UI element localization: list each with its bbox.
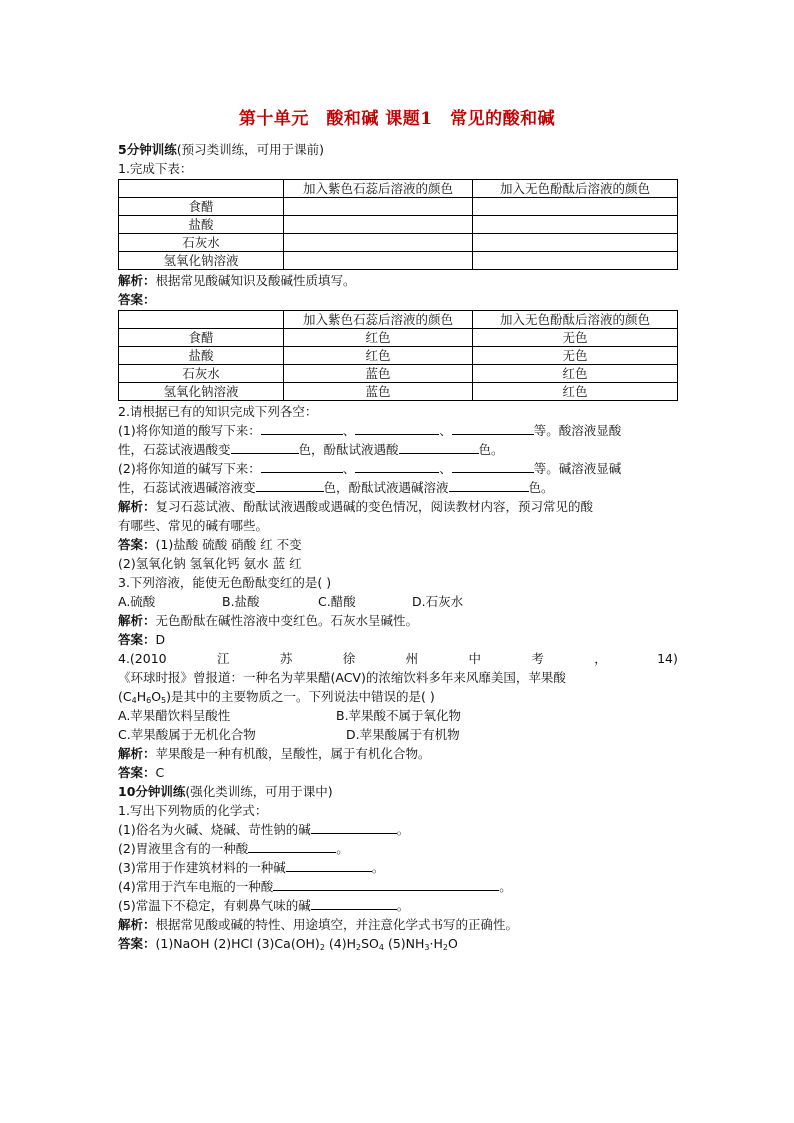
option-b[interactable]: B.盐酸 bbox=[222, 594, 260, 609]
answer-label: 答案： bbox=[118, 537, 156, 552]
table-cell bbox=[119, 180, 284, 198]
option-d[interactable]: D.苹果酸属于有机物 bbox=[346, 727, 460, 742]
option-a[interactable]: A.苹果醋饮料呈酸性 bbox=[118, 708, 231, 723]
s1-q1-answer-label bbox=[118, 290, 678, 309]
section2-heading bbox=[118, 782, 678, 801]
table-cell: 石灰水 bbox=[119, 365, 284, 383]
formula-subscript: 4 bbox=[378, 943, 384, 952]
formula-subscript: 2 bbox=[319, 943, 325, 952]
table-cell: 红色 bbox=[473, 365, 678, 383]
s1-q4-answer bbox=[118, 763, 678, 782]
table-header-row bbox=[119, 180, 678, 198]
fill-blank[interactable] bbox=[452, 421, 534, 435]
table-row bbox=[119, 234, 678, 252]
fill-blank[interactable] bbox=[355, 421, 439, 435]
fill-blank[interactable] bbox=[273, 877, 499, 891]
source-part: 考 bbox=[531, 651, 544, 666]
text-segment: 、 bbox=[342, 461, 356, 476]
s1-q1-blank-table bbox=[118, 179, 678, 270]
source-part: 苏 bbox=[279, 651, 293, 666]
s1-q3-answer bbox=[118, 630, 678, 649]
table-row bbox=[119, 216, 678, 234]
text-segment: 性，石蕊试液遇碱溶液变 bbox=[118, 480, 256, 495]
table-cell: 氢氧化钠溶液 bbox=[119, 252, 284, 270]
item-text: (3)常用于作建筑材料的一种碱 bbox=[118, 860, 286, 875]
s1-q1-answer-table bbox=[118, 310, 678, 401]
fill-blank[interactable] bbox=[231, 440, 299, 454]
answer-text: (1)盐酸 硫酸 硝酸 红 不变 bbox=[155, 537, 302, 552]
analysis-text: 苹果酸是一种有机酸，呈酸性，属于有机化合物。 bbox=[155, 746, 431, 761]
text-segment: 。 bbox=[396, 898, 410, 913]
answer-text: C bbox=[155, 765, 165, 780]
table-header-row bbox=[119, 311, 678, 329]
s2-q1-item5 bbox=[118, 896, 678, 915]
table-cell bbox=[473, 252, 678, 270]
answer-part: SO bbox=[361, 936, 379, 951]
section1-heading-rest: (预习类训练，可用于课前) bbox=[176, 142, 324, 157]
table-cell bbox=[473, 216, 678, 234]
text-segment: 。 bbox=[499, 879, 512, 894]
answer-text: D bbox=[155, 632, 166, 647]
analysis-text: 复习石蕊试液、酚酞试液遇酸或遇碱的变色情况，阅读教材内容，预习常见的酸 bbox=[155, 499, 594, 514]
option-a[interactable]: A.硫酸 bbox=[118, 594, 156, 609]
table-cell: 加入紫色石蕊后溶液的颜色 bbox=[284, 311, 473, 329]
fill-blank[interactable] bbox=[286, 858, 372, 872]
item-text: (4)常用于汽车电瓶的一种酸 bbox=[118, 879, 274, 894]
answer-label: 答案： bbox=[118, 765, 156, 780]
s1-q1-stem: 1.完成下表： bbox=[118, 161, 193, 176]
analysis-text: 根据常见酸碱知识及酸碱性质填写。 bbox=[155, 273, 356, 288]
s2-q1-item3 bbox=[118, 858, 678, 877]
text-segment: 色，酚酞试液遇碱溶液 bbox=[323, 480, 449, 495]
source-part: 14) bbox=[657, 651, 678, 666]
text-segment: 、 bbox=[342, 423, 356, 438]
table-cell bbox=[473, 198, 678, 216]
text-segment: 等。碱溶液显碱 bbox=[533, 461, 622, 476]
formula-subscript: 5 bbox=[161, 696, 167, 705]
table-row bbox=[119, 252, 678, 270]
fill-blank[interactable] bbox=[256, 478, 324, 492]
table-cell: 石灰水 bbox=[119, 234, 284, 252]
s1-q2-part1-line1 bbox=[118, 421, 678, 440]
s1-q4-analysis bbox=[118, 744, 678, 763]
formula-subscript: 6 bbox=[146, 696, 152, 705]
table-cell: 红色 bbox=[284, 347, 473, 365]
table-cell bbox=[473, 234, 678, 252]
option-c[interactable]: C.醋酸 bbox=[318, 594, 356, 609]
item-text: (2)胃液里含有的一种酸 bbox=[118, 841, 249, 856]
s1-q4-line2: 《环球时报》曾报道：一种名为苹果醋(ACV)的浓缩饮料多年来风靡美国，苹果酸 bbox=[118, 670, 566, 685]
table-row bbox=[119, 329, 678, 347]
text-segment: 、 bbox=[439, 423, 452, 438]
page-title: 第十单元 酸和碱 课题1 常见的酸和碱 bbox=[238, 109, 556, 129]
analysis-label: 解析： bbox=[118, 613, 156, 628]
text-segment: 等。酸溶液显酸 bbox=[533, 423, 622, 438]
table-row bbox=[119, 347, 678, 365]
text-segment: 性，石蕊试液遇酸变 bbox=[118, 442, 231, 457]
table-cell bbox=[284, 198, 473, 216]
s1-q2-answer-cont: (2)氢氧化钠 氢氧化钙 氨水 蓝 红 bbox=[118, 556, 302, 571]
s1-q3-options bbox=[118, 592, 678, 611]
fill-blank[interactable] bbox=[261, 421, 343, 435]
answer-label: 答案： bbox=[118, 292, 156, 307]
fill-blank[interactable] bbox=[248, 839, 336, 853]
s1-q2-part1-line2 bbox=[118, 440, 678, 459]
formula-subscript: 4 bbox=[131, 696, 137, 705]
source-part: 徐 bbox=[342, 651, 356, 666]
section2-heading-bold: 10分钟训练 bbox=[118, 784, 186, 799]
table-cell: 无色 bbox=[473, 329, 678, 347]
option-b[interactable]: B.苹果酸不属于氧化物 bbox=[336, 708, 462, 723]
table-cell: 加入无色酚酞后溶液的颜色 bbox=[473, 311, 678, 329]
s1-q4-line3 bbox=[118, 687, 678, 706]
analysis-text: 根据常见酸或碱的特性、用途填空，并注意化学式书写的正确性。 bbox=[155, 917, 519, 932]
analysis-label: 解析： bbox=[118, 917, 156, 932]
item-text: (5)常温下不稳定，有刺鼻气味的碱 bbox=[118, 898, 311, 913]
table-row bbox=[119, 365, 678, 383]
fill-blank[interactable] bbox=[261, 459, 343, 473]
s2-q1-answer bbox=[118, 934, 678, 953]
formula-subscript: 2 bbox=[356, 943, 362, 952]
fill-blank[interactable] bbox=[452, 459, 534, 473]
formula-subscript: 3 bbox=[424, 943, 430, 952]
text-segment: 色，酚酞试液遇酸 bbox=[298, 442, 399, 457]
formula-part: O bbox=[151, 689, 162, 704]
table-cell: 加入无色酚酞后溶液的颜色 bbox=[473, 180, 678, 198]
answer-label: 答案： bbox=[118, 632, 156, 647]
fill-blank[interactable] bbox=[355, 459, 439, 473]
s1-q2-part2-line1 bbox=[118, 459, 678, 478]
formula-subscript: 2 bbox=[442, 943, 448, 952]
s1-q4-source-line bbox=[118, 649, 678, 668]
answer-part: (1)NaOH (2)HCl (3)Ca(OH) bbox=[155, 936, 320, 951]
section1-heading bbox=[118, 140, 678, 159]
table-cell: 加入紫色石蕊后溶液的颜色 bbox=[284, 180, 473, 198]
s1-q2-analysis bbox=[118, 497, 678, 516]
table-row bbox=[119, 383, 678, 401]
s2-q1-item1 bbox=[118, 820, 678, 839]
answer-part: O bbox=[447, 936, 458, 951]
s1-q4-options-row2 bbox=[118, 725, 678, 744]
text-segment: 色。 bbox=[528, 480, 554, 495]
table-cell: 蓝色 bbox=[284, 383, 473, 401]
formula-part: (C bbox=[118, 689, 132, 704]
source-part: 中 bbox=[468, 651, 481, 666]
analysis-label: 解析： bbox=[118, 499, 156, 514]
table-cell: 蓝色 bbox=[284, 365, 473, 383]
table-cell: 盐酸 bbox=[119, 216, 284, 234]
option-c[interactable]: C.苹果酸属于无机化合物 bbox=[118, 727, 256, 742]
table-cell: 红色 bbox=[473, 383, 678, 401]
s2-q1-item4 bbox=[118, 877, 678, 896]
s1-q2-answer bbox=[118, 535, 678, 554]
s1-q2-analysis-cont: 有哪些、常见的碱有哪些。 bbox=[118, 518, 269, 533]
text-segment: 色。 bbox=[478, 442, 504, 457]
table-row bbox=[119, 198, 678, 216]
analysis-label: 解析： bbox=[118, 273, 156, 288]
fill-blank[interactable] bbox=[399, 440, 479, 454]
s1-q2-stem: 2.请根据已有的知识完成下列各空： bbox=[118, 404, 318, 419]
answer-part: ·H bbox=[429, 936, 443, 951]
text-segment: (1)将你知道的酸写下来： bbox=[118, 423, 261, 438]
table-cell bbox=[119, 311, 284, 329]
s2-q1-stem: 1.写出下列物质的化学式： bbox=[118, 803, 268, 818]
source-part: 4.(2010 bbox=[118, 651, 167, 666]
s1-q3-stem: 3.下列溶液，能使无色酚酞变红的是( ) bbox=[118, 575, 332, 590]
text-segment: 。 bbox=[336, 841, 349, 856]
table-cell: 红色 bbox=[284, 329, 473, 347]
table-cell: 食醋 bbox=[119, 198, 284, 216]
answer-part: (4)H bbox=[324, 936, 356, 951]
formula-part: H bbox=[136, 689, 147, 704]
source-part: 州 bbox=[405, 651, 419, 666]
answer-part: (5)NH bbox=[383, 936, 425, 951]
analysis-label: 解析： bbox=[118, 746, 156, 761]
source-part: ， bbox=[594, 651, 607, 666]
table-cell: 盐酸 bbox=[119, 347, 284, 365]
section2-heading-rest: (强化类训练，可用于课中) bbox=[185, 784, 333, 799]
s1-q1-analysis bbox=[118, 271, 678, 290]
answer-label: 答案： bbox=[118, 936, 156, 951]
s2-q1-analysis bbox=[118, 915, 678, 934]
text-segment: )是其中的主要物质之一。下列说法中错误的是( ) bbox=[166, 689, 435, 704]
table-cell: 食醋 bbox=[119, 329, 284, 347]
table-cell: 氢氧化钠溶液 bbox=[119, 383, 284, 401]
section1-heading-bold: 5分钟训练 bbox=[118, 142, 177, 157]
fill-blank[interactable] bbox=[311, 896, 397, 910]
s1-q3-analysis bbox=[118, 611, 678, 630]
text-segment: (2)将你知道的碱写下来： bbox=[118, 461, 261, 476]
text-segment: 、 bbox=[439, 461, 452, 476]
text-segment: 。 bbox=[396, 822, 410, 837]
fill-blank[interactable] bbox=[311, 820, 397, 834]
s2-q1-item2 bbox=[118, 839, 678, 858]
table-cell: 无色 bbox=[473, 347, 678, 365]
document-body bbox=[118, 140, 678, 953]
fill-blank[interactable] bbox=[449, 478, 529, 492]
table-cell bbox=[284, 216, 473, 234]
option-d[interactable]: D.石灰水 bbox=[412, 594, 464, 609]
table-cell bbox=[284, 252, 473, 270]
table-cell bbox=[284, 234, 473, 252]
source-part: 江 bbox=[216, 651, 230, 666]
s1-q2-part2-line2 bbox=[118, 478, 678, 497]
s1-q4-options-row1 bbox=[118, 706, 678, 725]
analysis-text: 无色酚酞在碱性溶液中变红色。石灰水呈碱性。 bbox=[155, 613, 419, 628]
text-segment: 。 bbox=[371, 860, 385, 875]
item-text: (1)俗名为火碱、烧碱、苛性钠的碱 bbox=[118, 822, 311, 837]
